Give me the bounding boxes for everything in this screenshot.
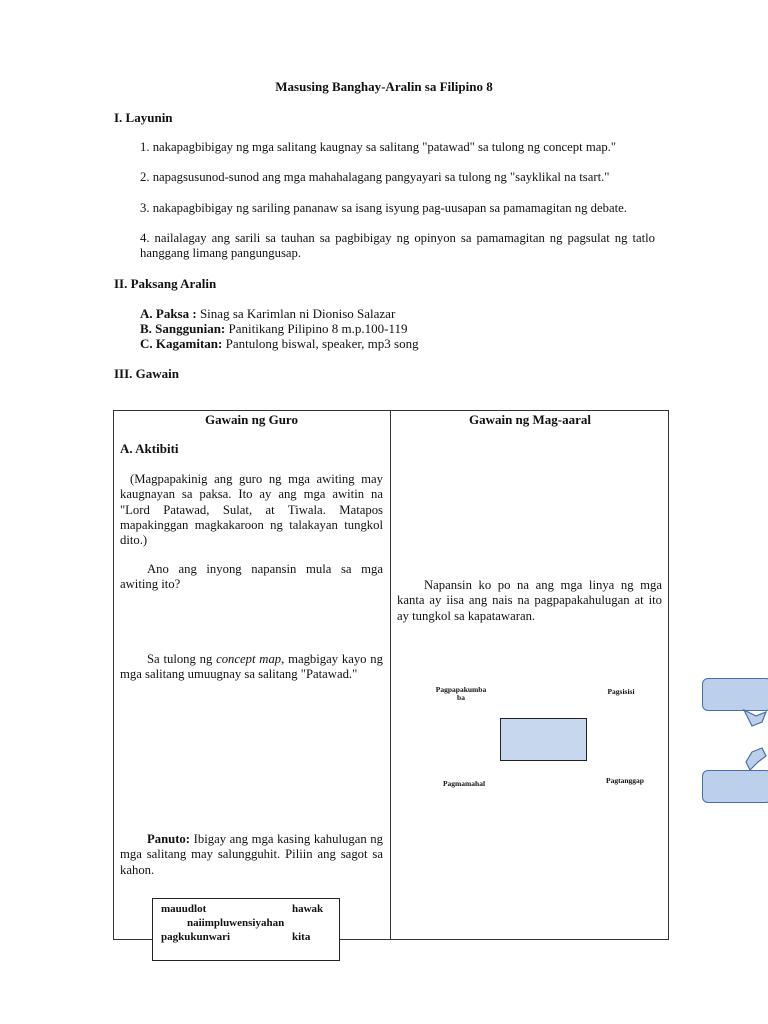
teacher-paragraph-2: Ano ang inyong napansin mula sa mga awiting ito? [120,562,383,592]
panuto-text: Ibigay ang mga kasing kahulugan ng mga salitang may salungguhit. Piliin ang sagot sa kahon. [120,832,383,877]
concept-map-center-box [500,718,587,761]
choice-hawak: hawak [292,903,324,915]
kagamitan-line [140,336,419,351]
paksa-value: Sinag sa Karimlan ni Dioniso Salazar [196,306,396,321]
document-title: Masusing Banghay-Aralin sa Filipino 8 [275,79,493,94]
panuto-paragraph [120,832,383,878]
choice-mauudlot: mauudlot [161,903,207,915]
cycle-arrow-upper-icon [744,710,766,726]
column-header-teacher: Gawain ng Guro [205,412,298,427]
p3-after: , magbigay kayo ng mga salitang umuugnay sa salitang "Patawad." [120,652,383,682]
map-label-pagpapakumbaba-line1: Pagpapakumba [435,685,487,694]
cycle-arrow-lower-icon [746,748,766,770]
table-column-divider [390,410,391,940]
section-heading-layunin: I. Layunin [114,110,173,125]
objective-3: 3. nakapagbibigay ng sariling pananaw sa isang isyung pag-uusapan sa pamamagitan ng debate. [140,201,627,215]
map-label-pagmamahal: Pagmamahal [442,779,486,788]
answer-choices-box [152,898,340,961]
map-label-pagpapakumbaba [426,686,496,702]
teacher-paragraph-3 [120,652,383,683]
map-label-pagpapakumbaba-line2: ba [457,693,465,702]
choice-naiimpluwensiyahan: naiimpluwensiyahan [187,917,285,929]
sanggunian-label: B. Sanggunian: [140,321,226,336]
p3-concept-map: concept map [216,652,282,666]
panuto-label: Panuto: [147,832,190,846]
student-answer: Napansin ko po na ang mga linya ng mga kanta ay iisa ang nais na pagpapakahulugan at ito ay tungkol sa kapatawaran. [397,578,662,623]
paksa-line [140,306,395,321]
map-label-pagtanggap: Pagtanggap [606,776,644,785]
column-header-student: Gawain ng Mag-aaral [468,412,592,427]
teacher-paragraph-1: (Magpapakinig ang guro ng mga awiting may kaugnayan sa paksa. Ito ay ang mga awitin na "Lord Patawad, Sulat, at Tiwala. Matapos mapakinggan magkakaroon ng talakayan tungkol dito.) [120,472,383,548]
aktibiti-heading: A. Aktibiti [120,441,179,456]
choice-pagkukunwari: pagkukunwari [161,931,231,943]
p3-before: Sa tulong ng [147,652,217,666]
section-heading-paksang-aralin: II. Paksang Aralin [114,276,217,291]
objective-2: 2. napagsusunod-sunod ang mga mahahalagang pangyayari sa tulong ng "sayklikal na tsart." [140,170,610,184]
map-label-pagsisisi: Pagsisisi [607,687,635,696]
sanggunian-value: Panitikang Pilipino 8 m.p.100-119 [225,321,408,336]
section-heading-gawain: III. Gawain [114,366,180,381]
paksa-label: A. Paksa : [140,306,197,321]
sanggunian-line [140,321,408,336]
kagamitan-label: C. Kagamitan: [140,336,223,351]
objective-4: 4. nailalagay ang sarili sa tauhan sa pagbibigay ng opinyon sa pamamagitan ng pagsulat ng tatlo hanggang limang pangungusap. [140,231,655,261]
kagamitan-value: Pantulong biswal, speaker, mp3 song [222,336,419,351]
choice-kita: kita [292,931,311,943]
cycle-chart-arrows [738,700,768,780]
objective-1: 1. nakapagbibigay ng mga salitang kaugnay sa salitang "patawad" sa tulong ng concept map." [140,140,617,154]
